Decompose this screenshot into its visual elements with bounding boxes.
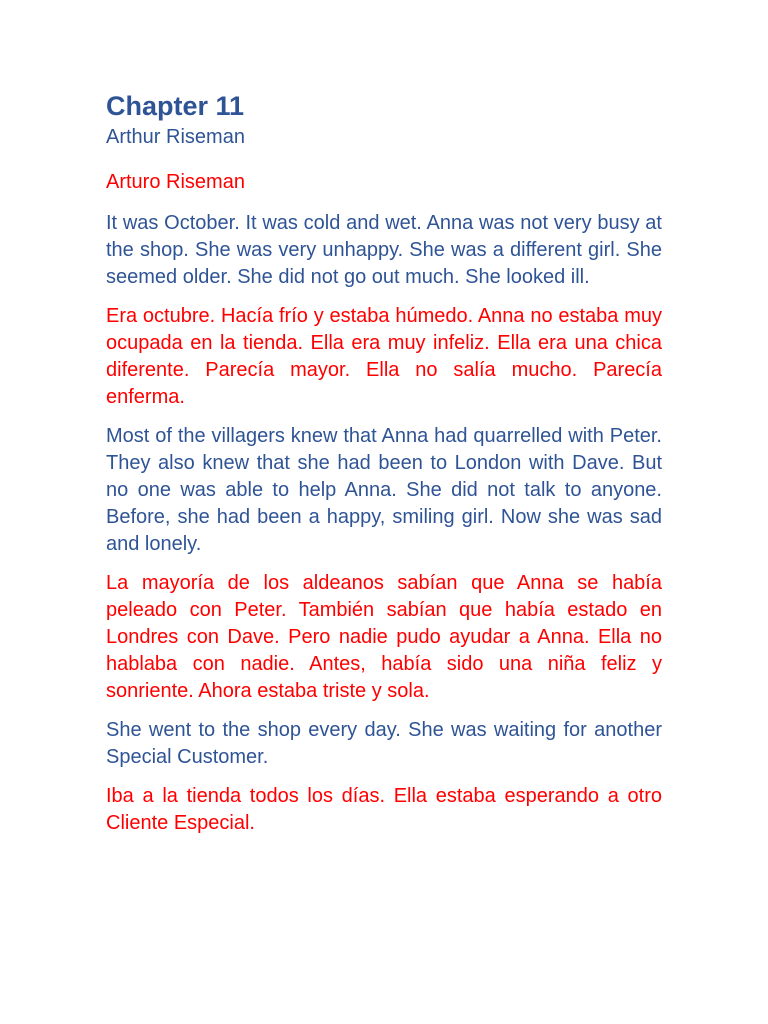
chapter-title: Chapter 11 xyxy=(106,91,245,121)
paragraph-english: Most of the villagers knew that Anna had quarrelled with Peter. They also knew that she had been to London with Dave. But no one was able to help Anna. She did not talk to anyone. Before, she had been a happy, smiling girl. Now she was sad and lonely. xyxy=(106,425,662,556)
document-page xyxy=(106,90,662,837)
paragraph-spanish: Era octubre. Hacía frío y estaba húmedo. Anna no estaba muy ocupada en la tienda. Ella era muy infeliz. Ella era una chica diferente. Parecía mayor. Ella no salía mucho. Parecía enferma. xyxy=(106,305,662,409)
paragraph-english: It was October. It was cold and wet. Anna was not very busy at the shop. She was very unhappy. She was a different girl. She seemed older. She did not go out much. She looked ill. xyxy=(106,212,662,289)
paragraph-spanish: La mayoría de los aldeanos sabían que Anna se había peleado con Peter. También sabían que había estado en Londres con Dave. Pero nadie pudo ayudar a Anna. Ella no hablaba con nadie. Antes, había sido una niña feliz y sonriente. Ahora estaba triste y sola. xyxy=(106,572,662,703)
author-name-spanish: Arturo Riseman xyxy=(106,171,245,194)
paragraph-english: She went to the shop every day. She was waiting for another Special Customer. xyxy=(106,719,662,769)
paragraph-spanish: Iba a la tienda todos los días. Ella estaba esperando a otro Cliente Especial. xyxy=(106,785,662,835)
author-name-english: Arthur Riseman xyxy=(106,126,245,149)
